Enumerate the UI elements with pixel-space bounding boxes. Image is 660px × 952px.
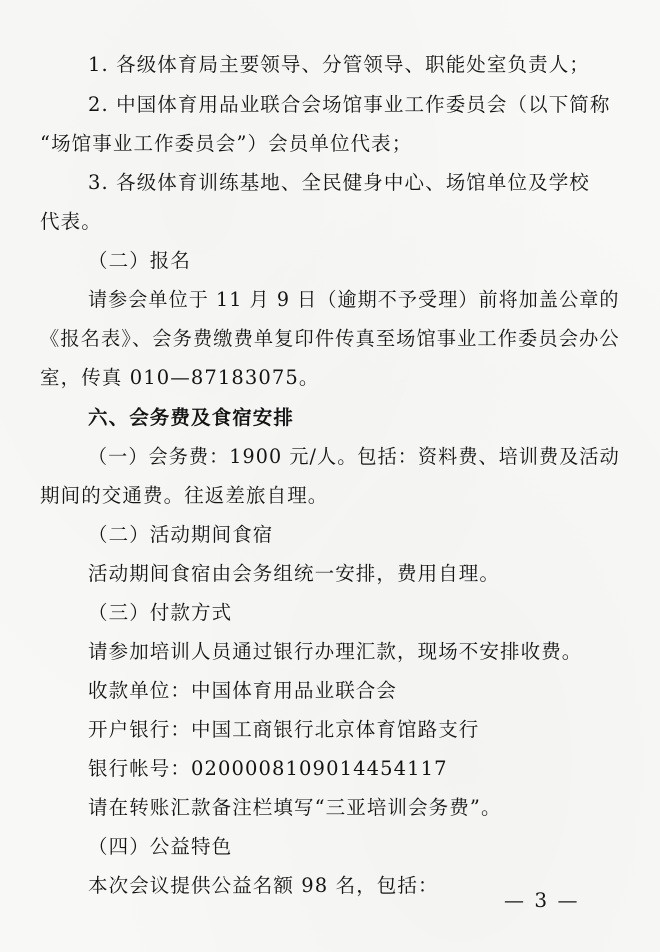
text-line-12: 期间的交通费。往返差旅自理。 [40, 484, 329, 507]
account-line: 银行帐号：0200008109014454117 [88, 757, 448, 780]
text-line-11: （一）会务费：1900 元/人。包括：资料费、培训费及活动 [88, 445, 620, 468]
text-line-1: 1. 各级体育局主要领导、分管领导、职能处室负责人； [88, 53, 590, 76]
bank-line: 开户银行：中国工商银行北京体育馆路支行 [88, 718, 480, 741]
text-line-4: 3. 各级体育训练基地、全民健身中心、场馆单位及学校 [88, 171, 590, 194]
section-heading-meals: （二）活动期间食宿 [88, 523, 274, 546]
text-line-8: 《报名表》、会务费缴费单复印件传真至场馆事业工作委员会办公 [40, 327, 620, 350]
text-line-3: “场馆事业工作委员会”）会员单位代表； [40, 132, 413, 155]
remark-line: 请在转账汇款备注栏填写“三亚培训会务费”。 [88, 796, 502, 819]
section-heading-registration: （二）报名 [88, 249, 192, 272]
section-heading-payment: （三）付款方式 [88, 601, 233, 624]
text-line-9: 室，传真 010—87183075。 [40, 366, 320, 389]
text-line-22: 本次会议提供公益名额 98 名，包括： [88, 874, 439, 897]
section-heading-charity: （四）公益特色 [88, 835, 233, 858]
payee-line: 收款单位：中国体育用品业联合会 [88, 679, 398, 702]
page-number: — 3 — [504, 888, 580, 912]
text-line-5: 代表。 [40, 210, 102, 233]
text-line-7: 请参会单位于 11 月 9 日（逾期不予受理）前将加盖公章的 [88, 288, 620, 311]
text-line-2: 2. 中国体育用品业联合会场馆事业工作委员会（以下简称 [88, 93, 611, 116]
section-heading-fees: 六、会务费及食宿安排 [88, 406, 295, 429]
text-line-14: 活动期间食宿由会务组统一安排，费用自理。 [88, 562, 501, 585]
text-line-16: 请参加培训人员通过银行办理汇款，现场不安排收费。 [88, 640, 583, 663]
